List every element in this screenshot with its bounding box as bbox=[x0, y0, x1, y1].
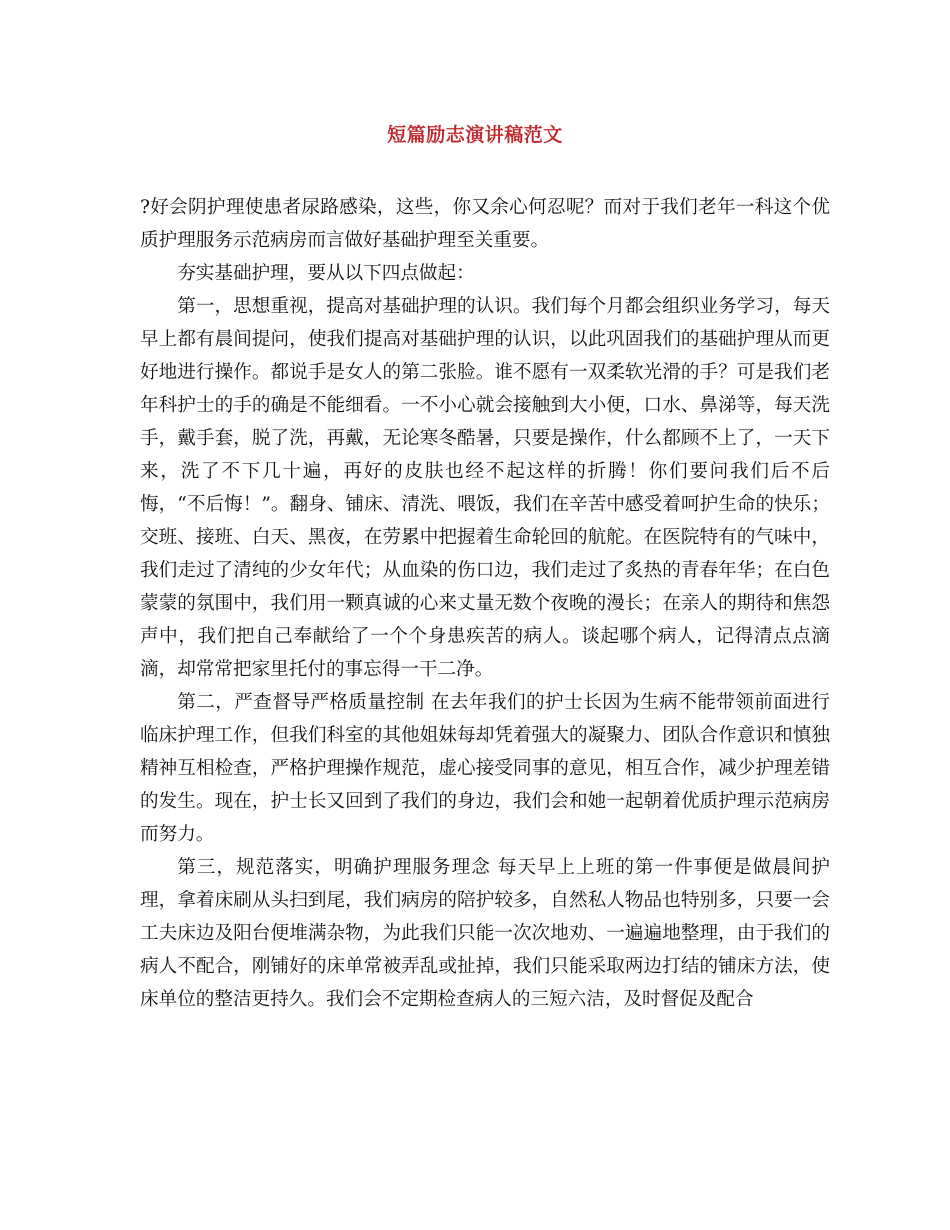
paragraph-4: 第二，严查督导严格质量控制 在去年我们的护士长因为生病不能带领前面进行临床护理工作，但我们科室的其他姐妹每却凭着强大的凝聚力、团队合作意识和慎独精神互相检查，严格护理操作规范，虚心接受同事的意见，相互合作，减少护理差错的发生。现在，护士长又回到了我们的身边，我们会和她一起朝着优质护理示范病房而努力。 bbox=[140, 692, 830, 845]
paragraph-2: 夯实基础护理，要从以下四点做起： bbox=[177, 263, 475, 284]
paragraph-5: 第三，规范落实，明确护理服务理念 每天早上上班的第一件事便是做晨间护理，拿着床刷从头扫到尾，我们病房的陪护较多，自然私人物品也特别多，只要一会工夫床边及阳台便堆满杂物，为此我们只能一次次地劝、一遍遍地整理，由于我们的病人不配合，刚铺好的床单常被弄乱或扯掉，我们只能采取两边打结的铺床方法，使床单位的整洁更持久。我们会不定期检查病人的三短六洁，及时督促及配合 bbox=[140, 857, 830, 1010]
document-body bbox=[140, 191, 830, 1016]
document-title: 短篇励志演讲稿范文 bbox=[387, 124, 563, 146]
paragraph-3: 第一，思想重视，提高对基础护理的认识。我们每个月都会组织业务学习，每天早上都有晨间提问，使我们提高对基础护理的认识，以此巩固我们的基础护理从而更好地进行操作。都说手是女人的第二张脸。谁不愿有一双柔软光滑的手？可是我们老年科护士的手的确是不能细看。一不小心就会接触到大小便，口水、鼻涕等，每天洗手，戴手套，脱了洗，再戴，无论寒冬酷暑，只要是操作，什么都顾不上了，一天下来，洗了不下几十遍，再好的皮肤也经不起这样的折腾！你们要问我们后不后悔，“不后悔！”。翻身、铺床、清洗、喂饭，我们在辛苦中感受着呵护生命的快乐；交班、接班、白天、黑夜，在劳累中把握着生命轮回的航舵。在医院特有的气味中，我们走过了清纯的少女年代；从血染的伤口边，我们走过了炙热的青春年华；在白色蒙蒙的氛围中，我们用一颗真诚的心来丈量无数个夜晚的漫长；在亲人的期待和焦怨声中，我们把自己奉献给了一个个身患疾苦的病人。谈起哪个病人，记得清点点滴滴，却常常把家里托付的事忘得一干二净。 bbox=[140, 296, 830, 680]
paragraph-1: ?好会阴护理使患者尿路感染，这些，你又余心何忍呢？而对于我们老年一科这个优质护理服务示范病房而言做好基础护理至关重要。 bbox=[140, 197, 830, 251]
